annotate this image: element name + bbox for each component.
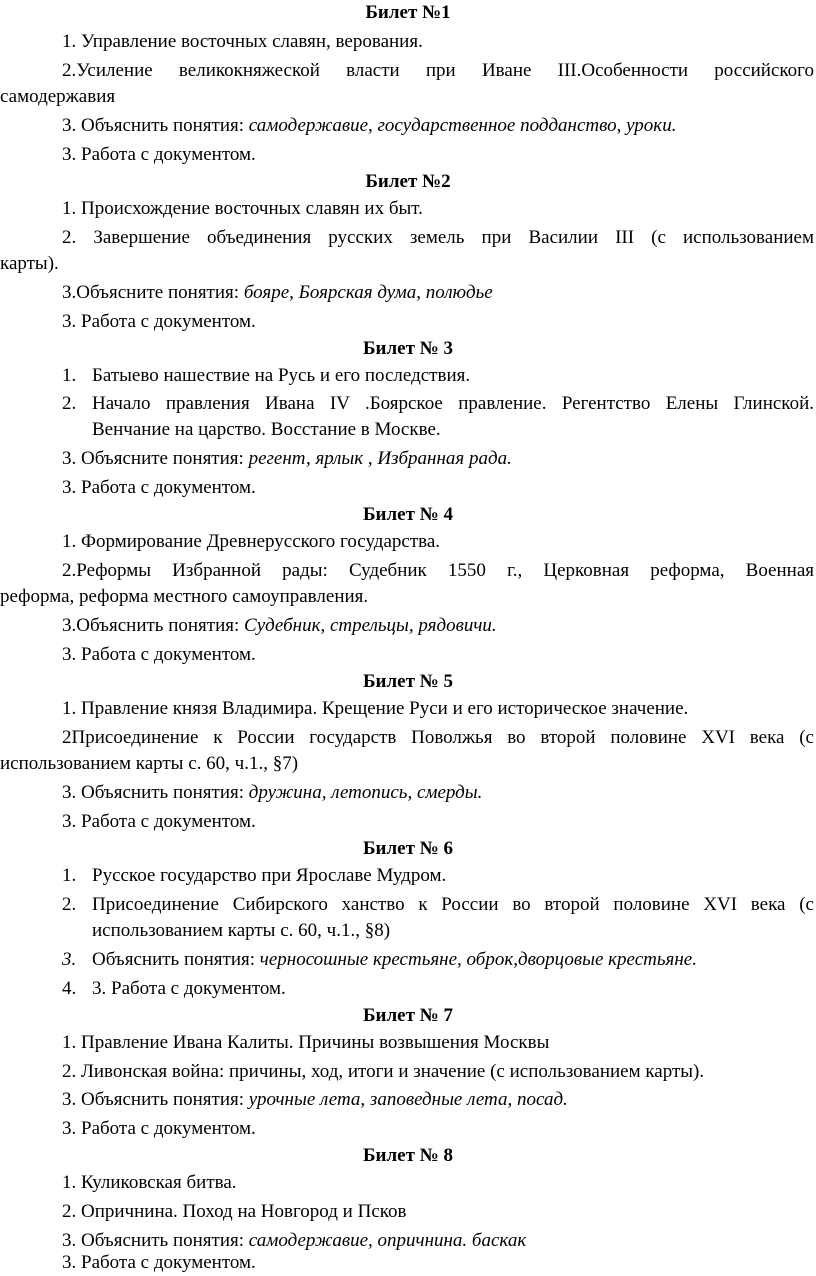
ticket-6-question-3-terms: черносошные крестьяне, оброк,дворцовые крестьяне. (259, 949, 697, 970)
ticket-5-question-2: 2Присоединение к России государств Поволжья во второй половине XVI века (с (62, 727, 814, 748)
ticket-6-question-2: Присоединение Сибирского ханство к России во второй половине XVI века (с (92, 894, 814, 915)
ticket-2-question-2: 2. Завершение объединения русских земель при Василии III (с использованием (62, 227, 814, 248)
ticket-3-number-1: 1. (62, 365, 77, 386)
ticket-3-question-1: Батыево нашествие на Русь и его последствия. (92, 365, 471, 386)
ticket-7-title: Билет № 7 (362, 1005, 454, 1026)
ticket-2-question-4: 3. Работа с документом. (62, 311, 256, 332)
ticket-2-question-3-label: 3.Объясните понятия: (62, 282, 240, 303)
ticket-3-question-2-cont: Венчание на царство. Восстание в Москве. (92, 419, 441, 440)
ticket-8-question-3-label: 3. Объяснить понятия: (62, 1230, 245, 1251)
ticket-4-question-3 (62, 615, 497, 637)
ticket-5-title: Билет № 5 (362, 671, 454, 692)
ticket-1-question-3-terms: самодержавие, государственное подданство, уроки. (248, 115, 677, 136)
ticket-8-question-3-terms: самодержавие, опричнина. баскак (248, 1230, 527, 1251)
ticket-4-question-1: 1. Формирование Древнерусского государства. (62, 531, 441, 552)
ticket-4-question-2-cont: реформа, реформа местного самоуправления. (0, 586, 369, 607)
ticket-8-question-4: 3. Работа с документом. (62, 1252, 256, 1273)
ticket-7-question-2: 2. Ливонская война: причины, ход, итоги и значение (с использованием карты). (62, 1061, 705, 1082)
ticket-6-title: Билет № 6 (362, 838, 454, 859)
ticket-5-question-3 (62, 782, 482, 804)
ticket-1-question-3-label: 3. Объяснить понятия: (62, 115, 245, 136)
ticket-4-title: Билет № 4 (362, 504, 454, 525)
ticket-6-question-3-label: Объяснить понятия: (92, 949, 256, 970)
ticket-8-question-3 (62, 1230, 526, 1252)
ticket-7-question-3-terms: урочные лета, заповедные лета, посад. (248, 1089, 568, 1110)
ticket-2-question-1: 1. Происхождение восточных славян их быт. (62, 198, 423, 219)
ticket-1-question-3 (62, 115, 676, 137)
ticket-6-number-1: 1. (62, 865, 77, 886)
ticket-5-question-2-cont: использованием карты с. 60, ч.1., §7) (0, 753, 299, 774)
ticket-3-question-2: Начало правления Ивана IV .Боярское правление. Регентство Елены Глинской. (92, 393, 814, 414)
ticket-5-question-4: 3. Работа с документом. (62, 811, 256, 832)
ticket-3-question-3 (62, 448, 512, 470)
ticket-6-question-1: Русское государство при Ярославе Мудром. (92, 865, 447, 886)
ticket-1-title: Билет №1 (365, 2, 451, 23)
ticket-6-question-4: 3. Работа с документом. (92, 978, 286, 999)
ticket-6-number-2: 2. (62, 894, 77, 915)
ticket-2-question-2-cont: карты). (0, 253, 59, 274)
ticket-8-question-2: 2. Опричнина. Поход на Новгород и Псков (62, 1201, 407, 1222)
ticket-8-title: Билет № 8 (362, 1145, 454, 1166)
ticket-3-question-4: 3. Работа с документом. (62, 477, 256, 498)
ticket-3-title: Билет № 3 (362, 338, 454, 359)
ticket-4-question-2: 2.Реформы Избранной рады: Судебник 1550 г., Церковная реформа, Военная (62, 560, 814, 581)
ticket-3-number-2: 2. (62, 393, 77, 414)
ticket-5-question-3-label: 3. Объяснить понятия: (62, 782, 245, 803)
ticket-5-question-1: 1. Правление князя Владимира. Крещение Руси и его историческое значение. (62, 698, 689, 719)
ticket-5-question-3-terms: дружина, летопись, смерды. (248, 782, 483, 803)
ticket-8-question-1: 1. Куликовская битва. (62, 1172, 237, 1193)
ticket-4-question-4: 3. Работа с документом. (62, 644, 256, 665)
ticket-6-question-2-cont: использованием карты с. 60, ч.1., §8) (92, 920, 391, 941)
ticket-7-question-1: 1. Правление Ивана Калиты. Причины возвышения Москвы (62, 1032, 550, 1053)
ticket-2-question-3 (62, 282, 493, 304)
ticket-7-question-3 (62, 1089, 568, 1111)
ticket-1-question-4: 3. Работа с документом. (62, 144, 256, 165)
ticket-2-title: Билет №2 (365, 171, 451, 192)
ticket-3-question-3-terms: регент, ярлык , Избранная рада. (248, 448, 512, 469)
ticket-7-question-4: 3. Работа с документом. (62, 1118, 256, 1139)
ticket-2-question-3-terms: бояре, Боярская дума, полюдье (243, 282, 493, 303)
ticket-6-question-3 (92, 949, 697, 971)
ticket-4-question-3-label: 3.Объяснить понятия: (62, 615, 240, 636)
ticket-6-number-4: 4. (62, 978, 77, 999)
ticket-4-question-3-terms: Судебник, стрельцы, рядовичи. (244, 615, 497, 636)
ticket-6-number-3: 3. (62, 949, 77, 970)
ticket-3-question-3-label: 3. Объясните понятия: (62, 448, 244, 469)
ticket-1-question-2: 2.Усиление великокняжеской власти при Иване III.Особенности российского (62, 60, 814, 81)
ticket-1-question-1: 1. Управление восточных славян, верования. (62, 31, 423, 52)
ticket-1-question-2-cont: самодержавия (0, 86, 116, 107)
ticket-7-question-3-label: 3. Объяснить понятия: (62, 1089, 245, 1110)
